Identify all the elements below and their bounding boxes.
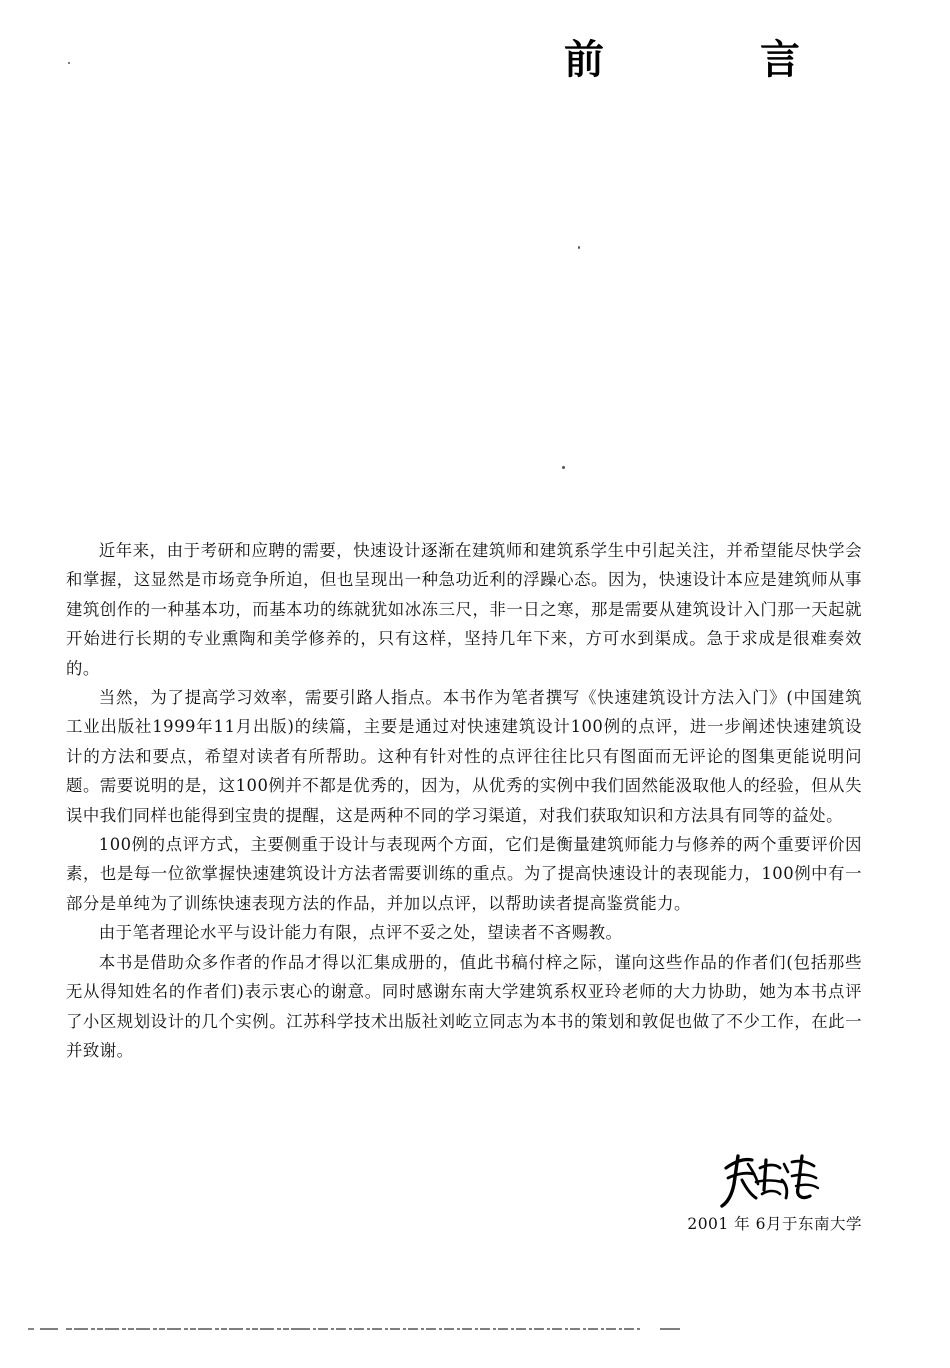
paragraph-3: 100例的点评方式，主要侧重于设计与表现两个方面，它们是衡量建筑师能力与修养的两个重要评价因素，也是每一位欲掌握快速建筑设计方法者需要训练的重点。为了提高快速设计的表现能力，100例中有一部分是单纯为了训练快速表现方法的作品，并加以点评，以帮助读者提高鉴赏能力。: [66, 835, 862, 913]
paragraph-4: 由于笔者理论水平与设计能力有限，点评不妥之处，望读者不吝赐教。: [98, 923, 623, 943]
paragraph-5: 本书是借助众多作者的作品才得以汇集成册的，值此书稿付梓之际，谨向这些作品的作者们(包括那些无从得知姓名的作者们)表示衷心的谢意。同时感谢东南大学建筑系权亚玲老师的大力协助，她为本书点评了小区规划设计的几个实例。江苏科学技术出版社刘屹立同志为本书的策划和敦促也做了不少工作，在此一并致谢。: [66, 952, 862, 1060]
author-signature: [718, 1150, 822, 1210]
scan-speck: [68, 62, 70, 64]
page-title: 前 言: [564, 37, 858, 83]
scan-speck: [562, 466, 565, 469]
scan-speck: [578, 246, 580, 249]
paragraph-2: 当然，为了提高学习效率，需要引路人指点。本书作为笔者撰写《快速建筑设计方法入门》(中国建筑工业出版社1999年11月出版)的续篇，主要是通过对快速建筑设计100例的点评，进一步阐述快速建筑设计的方法和要点，希望对读者有所帮助。这种有针对性的点评往往比只有图面而无评论的图集更能说明问题。需要说明的是，这100例并不都是优秀的，因为，从优秀的实例中我们固然能汲取他人的经验，但从失误中我们同样也能得到宝贵的提醒，这是两种不同的学习渠道，对我们获取知识和方法具有同等的益处。: [66, 688, 862, 825]
scan-edge-line: [0, 1326, 950, 1332]
preface-body: [66, 536, 862, 1065]
date-line: 2001 年 6月于东南大学: [687, 1215, 862, 1233]
paragraph-1: 近年来，由于考研和应聘的需要，快速设计逐渐在建筑师和建筑系学生中引起关注，并希望能尽快学会和掌握，这显然是市场竞争所迫，但也呈现出一种急功近利的浮躁心态。因为，快速设计本应是建筑师从事建筑创作的一种基本功，而基本功的练就犹如冰冻三尺，非一日之寒，那是需要从建筑设计入门那一天起就开始进行长期的专业熏陶和美学修养的，只有这样，坚持几年下来，方可水到渠成。急于求成是很难奏效的。: [66, 541, 862, 678]
